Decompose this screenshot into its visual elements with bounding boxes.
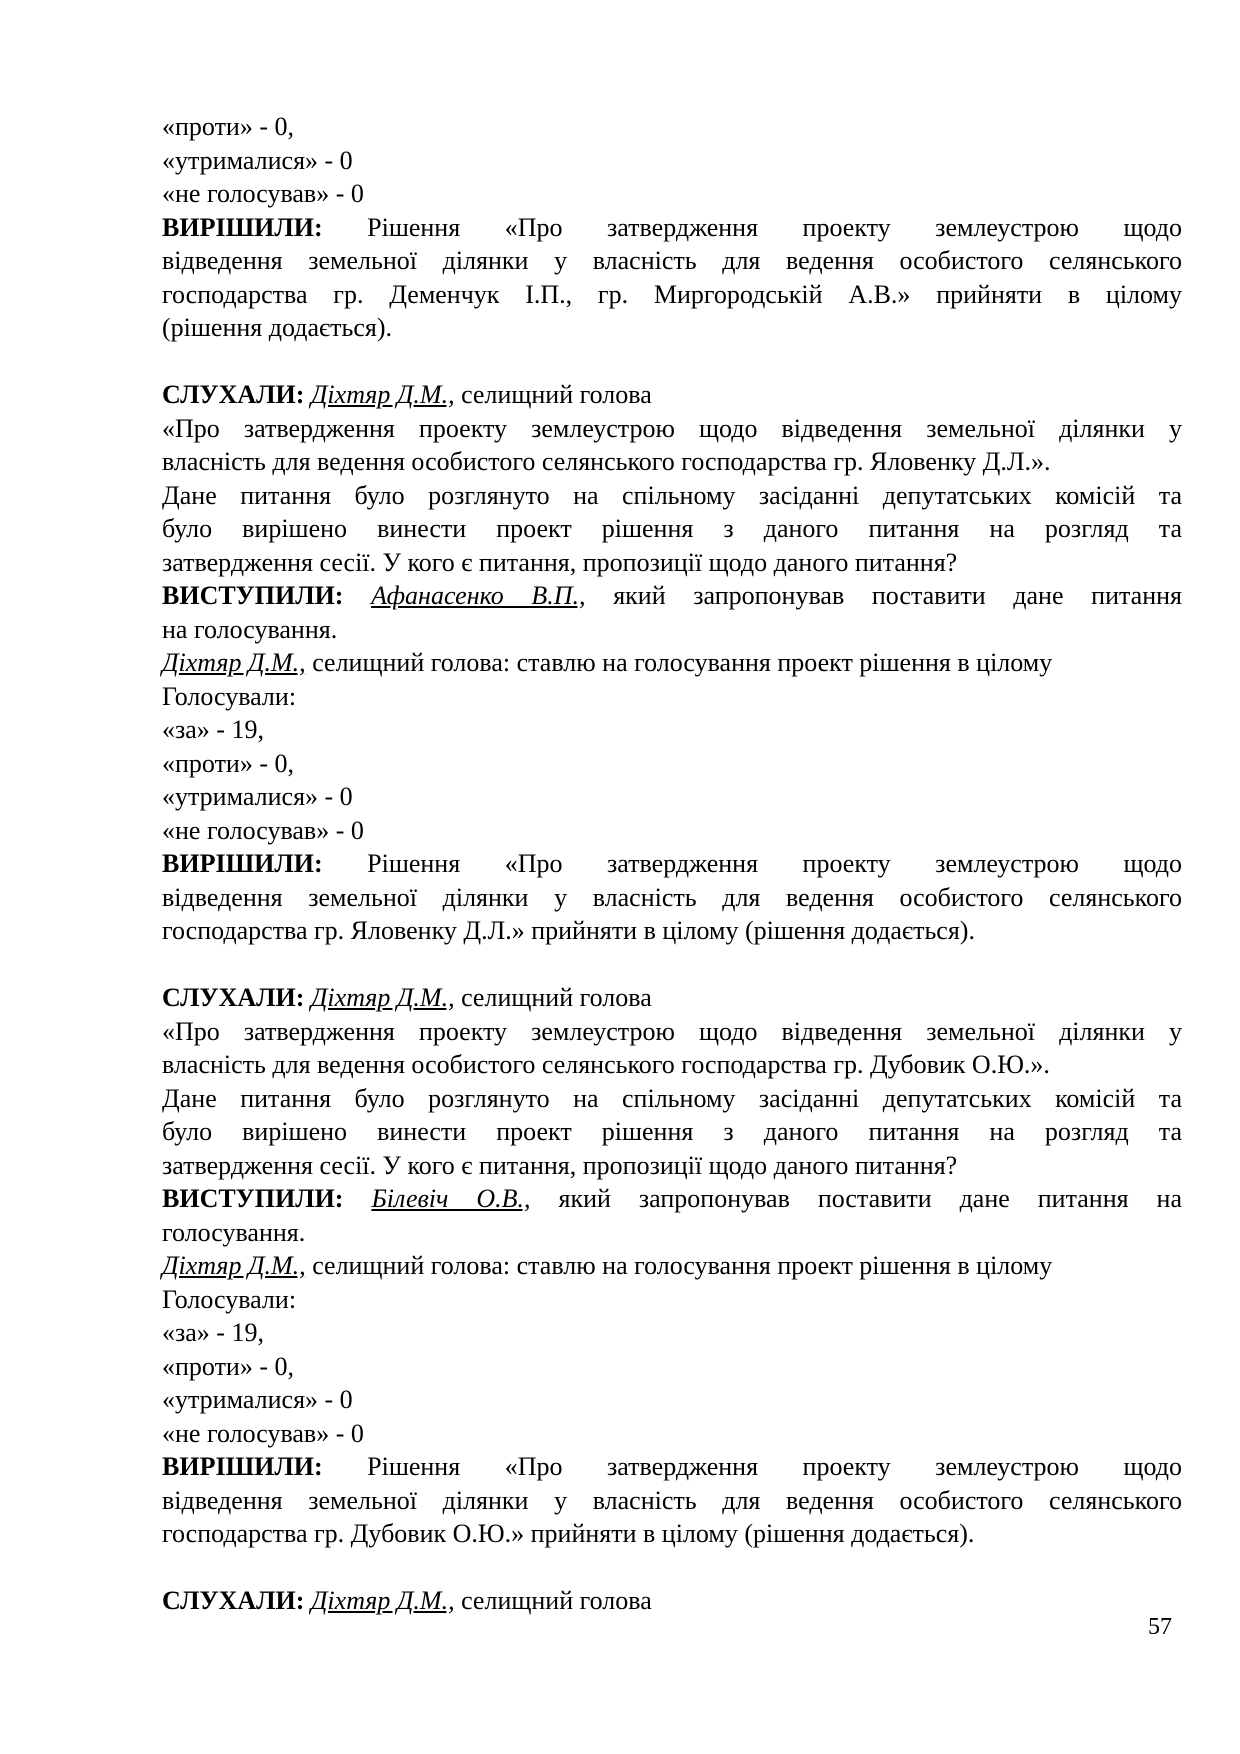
text-line bbox=[162, 479, 1182, 513]
line-text: на голосування. bbox=[162, 614, 338, 644]
text-line bbox=[162, 1350, 1182, 1384]
text-line bbox=[162, 1316, 1182, 1350]
line-text: селищний голова bbox=[454, 983, 652, 1012]
speaker-name: Діхтяр Д.М., bbox=[310, 983, 455, 1012]
text-line bbox=[162, 144, 1182, 178]
line-text: Дане питання було розглянуто на спільному засіданні депутатських комісій та bbox=[162, 480, 1182, 510]
bold-keyword: ВИРІШИЛИ: bbox=[162, 1452, 323, 1481]
line-text: який запропонував поставити дане питання на bbox=[530, 1184, 1183, 1213]
bold-keyword: ВИРІШИЛИ: bbox=[162, 212, 323, 242]
text-line bbox=[162, 1182, 1182, 1216]
speaker-name: Афанасенко В.П., bbox=[371, 581, 586, 610]
line-text: селищний голова bbox=[454, 1586, 652, 1615]
text-line bbox=[162, 110, 1182, 144]
bold-keyword: СЛУХАЛИ: bbox=[162, 1586, 305, 1615]
text-line bbox=[162, 1584, 1182, 1618]
line-text: селищний голова: ставлю на голосування проект рішення в цілому bbox=[305, 1251, 1053, 1280]
text-line bbox=[162, 1249, 1182, 1283]
line-text: було вирішено винести проект рішення з даного питання на розгляд та bbox=[162, 514, 1182, 543]
line-text: «за» - 19, bbox=[162, 1318, 264, 1347]
line-text: «Про затвердження проекту землеустрою щодо відведення земельної ділянки у bbox=[162, 413, 1182, 443]
text-line bbox=[162, 1450, 1182, 1484]
speaker-name: Діхтяр Д.М., bbox=[162, 1251, 306, 1280]
line-text: господарства гр. Дубовик О.Ю.» прийняти в цілому (рішення додається). bbox=[162, 1519, 975, 1548]
speaker-name: Діхтяр Д.М., bbox=[310, 380, 455, 409]
text-line bbox=[162, 1283, 1182, 1317]
text-line bbox=[162, 747, 1182, 781]
paragraph-gap bbox=[162, 948, 1182, 982]
line-text: який запропонував поставити дане питання bbox=[585, 581, 1182, 610]
text-line bbox=[162, 211, 1182, 245]
text-line bbox=[162, 378, 1182, 412]
text-line bbox=[162, 311, 1182, 345]
bold-keyword: ВИСТУПИЛИ: bbox=[162, 1184, 344, 1213]
text-line bbox=[162, 914, 1182, 948]
bold-keyword: СЛУХАЛИ: bbox=[162, 380, 305, 409]
line-text: «проти» - 0, bbox=[162, 112, 295, 141]
line-text: господарства гр. Яловенку Д.Л.» прийняти в цілому (рішення додається). bbox=[162, 916, 975, 945]
line-text: Дане питання було розглянуто на спільному засіданні депутатських комісій та bbox=[162, 1083, 1182, 1113]
text-line bbox=[162, 1149, 1182, 1183]
line-text: селищний голова bbox=[454, 380, 652, 409]
text-line bbox=[162, 680, 1182, 714]
text-line bbox=[162, 1048, 1182, 1082]
line-text: Голосували: bbox=[162, 681, 297, 711]
text-line bbox=[162, 780, 1182, 814]
line-text: (рішення додається). bbox=[162, 313, 393, 342]
speaker-name: Білевіч О.В., bbox=[371, 1184, 531, 1213]
text-line bbox=[162, 546, 1182, 580]
text-line bbox=[162, 713, 1182, 747]
line-text: селищний голова: ставлю на голосування проект рішення в цілому bbox=[305, 648, 1053, 677]
text-line bbox=[162, 512, 1182, 546]
text-line bbox=[162, 1082, 1182, 1116]
text-line bbox=[162, 1216, 1182, 1250]
text-line bbox=[162, 613, 1182, 647]
text-line bbox=[162, 1417, 1182, 1451]
bold-keyword: СЛУХАЛИ: bbox=[162, 983, 305, 1012]
text-line bbox=[162, 579, 1182, 613]
speaker-name: Діхтяр Д.М., bbox=[310, 1586, 455, 1615]
line-text: «проти» - 0, bbox=[162, 748, 295, 778]
line-text: «не голосував» - 0 bbox=[162, 179, 364, 208]
text-line bbox=[162, 1115, 1182, 1149]
line-text: власність для ведення особистого селянського господарства гр. Яловенку Д.Л.». bbox=[162, 447, 1051, 476]
line-text: голосування. bbox=[162, 1217, 306, 1247]
text-line bbox=[162, 177, 1182, 211]
space bbox=[343, 581, 371, 610]
line-text: «утрималися» - 0 bbox=[162, 1385, 353, 1414]
line-text: «проти» - 0, bbox=[162, 1351, 295, 1381]
text-line bbox=[162, 244, 1182, 278]
text-line bbox=[162, 814, 1182, 848]
text-line bbox=[162, 646, 1182, 680]
text-line bbox=[162, 445, 1182, 479]
line-text: було вирішено винести проект рішення з даного питання на розгляд та bbox=[162, 1117, 1182, 1146]
page-number: 57 bbox=[1148, 1614, 1172, 1640]
line-text: власність для ведення особистого селянського господарства гр. Дубовик О.Ю.». bbox=[162, 1050, 1050, 1079]
line-text: затвердження сесії. У кого є питання, пропозиції щодо даного питання? bbox=[162, 1150, 958, 1180]
line-text: «за» - 19, bbox=[162, 715, 264, 744]
line-text: Рішення «Про затвердження проекту землеустрою щодо bbox=[322, 212, 1182, 242]
line-text: Рішення «Про затвердження проекту землеустрою щодо bbox=[322, 849, 1182, 878]
text-line bbox=[162, 981, 1182, 1015]
line-text: «утрималися» - 0 bbox=[162, 782, 353, 811]
line-text: відведення земельної ділянки у власність для ведення особистого селянського bbox=[162, 882, 1182, 912]
text-line bbox=[162, 1015, 1182, 1049]
text-line bbox=[162, 412, 1182, 446]
line-text: господарства гр. Деменчук І.П., гр. Миргородській А.В.» прийняти в цілому bbox=[162, 279, 1182, 309]
line-text: затвердження сесії. У кого є питання, пропозиції щодо даного питання? bbox=[162, 547, 958, 577]
speaker-name: Діхтяр Д.М., bbox=[162, 648, 306, 677]
line-text: Рішення «Про затвердження проекту землеустрою щодо bbox=[322, 1452, 1182, 1481]
text-line bbox=[162, 1517, 1182, 1551]
line-text: «не голосував» - 0 bbox=[162, 1418, 364, 1448]
bold-keyword: ВИРІШИЛИ: bbox=[162, 849, 323, 878]
line-text: відведення земельної ділянки у власність для ведення особистого селянського bbox=[162, 246, 1182, 275]
text-line bbox=[162, 847, 1182, 881]
line-text: «Про затвердження проекту землеустрою щодо відведення земельної ділянки у bbox=[162, 1016, 1182, 1046]
line-text: «утрималися» - 0 bbox=[162, 145, 353, 175]
paragraph-gap bbox=[162, 1551, 1182, 1585]
line-text: «не голосував» - 0 bbox=[162, 815, 364, 845]
space bbox=[343, 1184, 371, 1213]
text-line bbox=[162, 881, 1182, 915]
text-line bbox=[162, 278, 1182, 312]
document-body bbox=[162, 110, 1182, 1618]
text-line bbox=[162, 1383, 1182, 1417]
paragraph-gap bbox=[162, 345, 1182, 379]
line-text: Голосували: bbox=[162, 1284, 297, 1314]
bold-keyword: ВИСТУПИЛИ: bbox=[162, 581, 344, 610]
text-line bbox=[162, 1484, 1182, 1518]
line-text: відведення земельної ділянки у власність для ведення особистого селянського bbox=[162, 1485, 1182, 1515]
